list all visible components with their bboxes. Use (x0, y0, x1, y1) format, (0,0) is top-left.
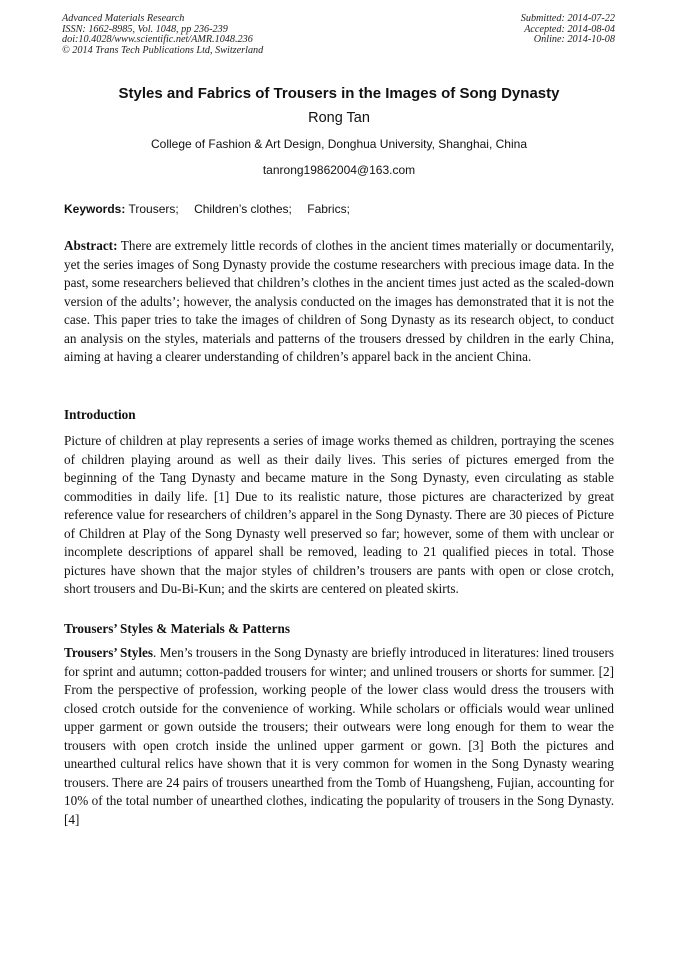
journal-copyright: © 2014 Trans Tech Publications Ltd, Switzerland (62, 44, 264, 56)
abstract-label: Abstract: (64, 238, 118, 253)
journal-name: Advanced Materials Research (62, 13, 185, 24)
section-heading: Trousers’ Styles & Materials & Patterns (64, 621, 290, 636)
paper-title: Styles and Fabrics of Trousers in the Images of Song Dynasty (118, 85, 560, 102)
abstract (64, 237, 614, 367)
accepted-date: Accepted: 2014-08-04 (524, 23, 615, 35)
subsection-text: . Men’s trousers in the Song Dynasty are briefly introduced in literatures: lined trousers for sprint and autumn; cotton-padded trousers for winter; and unlined trousers or shorts for summer. [2] From the perspective of profession, working people of the lower class would dress the trousers with closed crotch outside for the convenience of working. While scholars or officials would wear unlined upper garment or gown outside the trousers; their outwears were long enough for them to wear the trousers with open crotch inside the unlined upper garment or gown. [3] Both the pictures and unearthed cultural relics have shown that it is very common for women in the Song Dynasty wearing trousers. There are 24 pairs of trousers unearthed from the Tomb of Huangsheng, Fujian, accounting for 10% of the total number of unearthed clothes, indicating the popularity of trousers in the Song Dynasty. [4] (64, 645, 614, 827)
submitted-date: Submitted: 2014-07-22 (520, 13, 615, 24)
section-text (64, 644, 614, 829)
keyword: Trousers; (128, 202, 179, 216)
keyword: Fabrics; (307, 202, 350, 216)
online-date: Online: 2014-10-08 (533, 34, 615, 46)
subsection-heading: Trousers’ Styles (64, 645, 154, 660)
keywords-label: Keywords: (64, 202, 126, 216)
author-affiliation: College of Fashion & Art Design, Donghua University, Shanghai, China (151, 137, 527, 151)
journal-issn: ISSN: 1662-8985, Vol. 1048, pp 236-239 (62, 23, 228, 35)
introduction-text: Picture of children at play represents a series of image works themed as children, portraying the scenes of children playing around as well as their daily lives. This series of pictures emerged from the beginning of the Tang Dynasty and became mature in the Song Dynasty, even circulating as stable commodities in daily life. [1] Due to its realistic nature, those pictures are characterized by great reference value for researchers of children’s apparel in the Song Dynasty. There are 30 pieces of Picture of Children at Play of the Song Dynasty well preserved so far; however, some of them with unclear or incomplete descriptions of apparel shall be removed, leading to 21 qualified pieces in total. Those pictures have shown that the major styles of children’s trousers are pants with open or close crotch, short trousers and Du-Bi-Kun; and the skirts are centered on pleated skirts. (64, 433, 614, 596)
keywords (64, 202, 616, 216)
abstract-text: There are extremely little records of clothes in the ancient times materially or documentarily, yet the series images of Song Dynasty provide the costume researchers with precious image data. In the past, some researchers believed that children’s clothes in the ancient times just acted as the scaled-down version of the adults’; however, the analysis conducted on the images has demonstrated that it is not the case. This paper tries to take the images of children of Song Dynasty as its research object, to conduct an analysis on the styles, materials and patterns of the trousers dressed by children in the early China, aiming at having a clearer understanding of children’s apparel back in the ancient China. (64, 238, 614, 364)
author-name: Rong Tan (308, 110, 370, 126)
keyword: Children’s clothes; (194, 202, 292, 216)
introduction-heading: Introduction (64, 407, 136, 422)
publication-dates (521, 14, 615, 46)
journal-doi: doi:10.4028/www.scientific.net/AMR.1048.236 (62, 34, 253, 46)
author-email[interactable]: tanrong19862004@163.com (262, 163, 416, 177)
journal-info (62, 14, 263, 56)
